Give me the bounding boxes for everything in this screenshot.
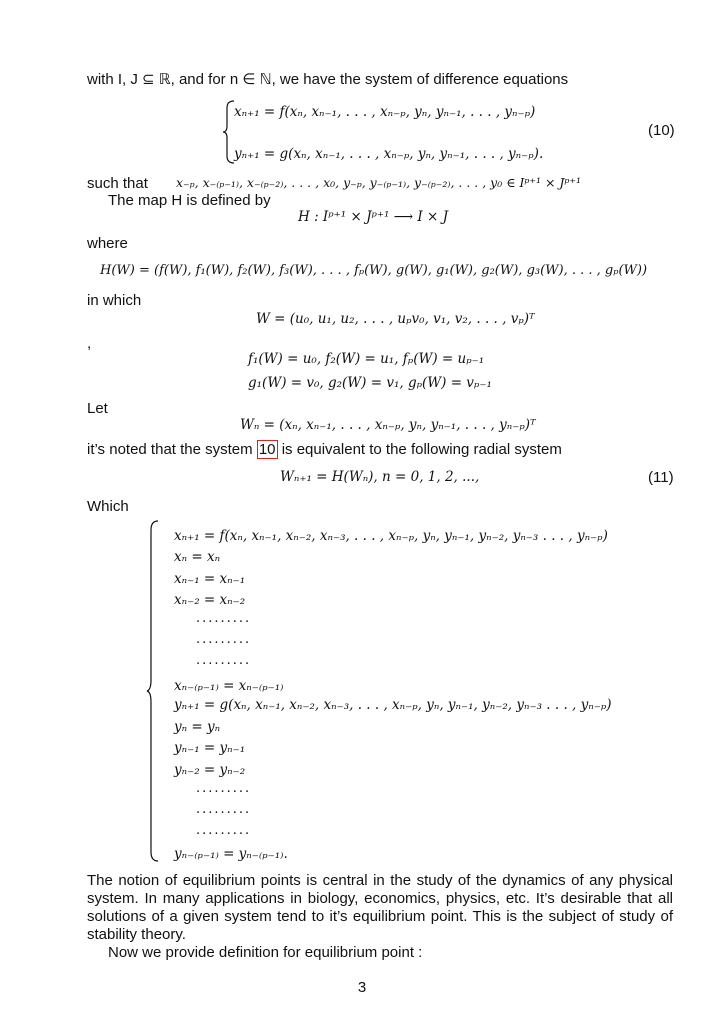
w-def-math: W = (u₀, u₁, u₂, . . . , uₚv₀, v₁, v₂, . . . , vₚ)ᵀ <box>256 311 535 327</box>
system-dots: ......... <box>196 781 252 796</box>
map-h-math: H : Iᵖ⁺¹ × Jᵖ⁺¹ ⟶ I × J <box>298 209 448 225</box>
definition-intro-text: Now we provide definition for equilibrium point : <box>108 944 423 961</box>
map-h-text: The map H is defined by <box>108 192 271 209</box>
let-text: Let <box>87 400 108 417</box>
intro-text: with I, J ⊆ ℝ, and for n ∈ ℕ, we have the system of difference equations <box>87 71 569 88</box>
eq10-line2: yₙ₊₁ = g(xₙ, xₙ₋₁, . . . , xₙ₋ₚ, yₙ, yₙ₋₁, . . . , yₙ₋ₚ). <box>234 146 544 162</box>
system-line: yₙ₊₁ = g(xₙ, xₙ₋₁, xₙ₋₂, xₙ₋₃, . . . , xₙ₋ₚ, yₙ, yₙ₋₁, yₙ₋₂, yₙ₋₃ . . . , yₙ₋ₚ) <box>174 697 612 713</box>
eq11-math: Wₙ₊₁ = H(Wₙ), n = 0, 1, 2, ..., <box>280 469 480 485</box>
equation-ref-link[interactable]: 10 <box>258 441 276 458</box>
page-number: 3 <box>357 979 367 996</box>
wn-def-math: Wₙ = (xₙ, xₙ₋₁, . . . , xₙ₋ₚ, yₙ, yₙ₋₁, . . . , yₙ₋ₚ)ᵀ <box>240 417 536 433</box>
equilibrium-paragraph: The notion of equilibrium points is central in the study of the dynamics of any physical system. In many applications in biology, economics, physics, etc. It’s desirable that all solutions of a given system tend to it’s equilibrium point. This is the subject of study of stability theory. <box>87 872 673 943</box>
system-line: xₙ = xₙ <box>174 549 221 565</box>
system-dots: ......... <box>196 653 252 668</box>
comma-text: , <box>87 335 92 352</box>
system-dots: ......... <box>196 823 252 838</box>
noted-text <box>87 440 562 459</box>
in-which-text: in which <box>87 292 142 309</box>
such-that-text: such that <box>87 175 148 192</box>
system-dots: ......... <box>196 611 252 626</box>
system-line: yₙ = yₙ <box>174 719 221 735</box>
noted-after: is equivalent to the following radial system <box>281 441 562 458</box>
noted-before: it’s noted that the system <box>87 441 253 458</box>
eq10-number: (10) <box>648 122 675 139</box>
system-line: yₙ₋₂ = yₙ₋₂ <box>174 762 246 778</box>
f-components-math: f₁(W) = u₀, f₂(W) = u₁, fₚ(W) = uₚ₋₁ <box>248 351 485 367</box>
eq11-number: (11) <box>648 469 674 486</box>
initial-values-math: x₋ₚ, x₋₍ₚ₋₁₎, x₋₍ₚ₋₂₎, . . . , x₀, y₋ₚ, y₋₍ₚ₋₁₎, y₋₍ₚ₋₂₎, . . . , y₀ ∈ Iᵖ⁺¹ × Jᵖ⁺¹ <box>176 175 582 190</box>
system-line: xₙ₋₍ₚ₋₁₎ = xₙ₋₍ₚ₋₁₎ <box>174 678 284 694</box>
system-dots: ......... <box>196 632 252 647</box>
where-text: where <box>87 235 128 252</box>
system-line: yₙ₋₁ = yₙ₋₁ <box>174 740 246 756</box>
system-brace <box>146 520 160 862</box>
system-line: yₙ₋₍ₚ₋₁₎ = yₙ₋₍ₚ₋₁₎. <box>174 846 288 862</box>
system-line: xₙ₋₁ = xₙ₋₁ <box>174 571 246 587</box>
system-line: xₙ₊₁ = f(xₙ, xₙ₋₁, xₙ₋₂, xₙ₋₃, . . . , xₙ₋ₚ, yₙ, yₙ₋₁, yₙ₋₂, yₙ₋₃ . . . , yₙ₋ₚ) <box>174 528 608 544</box>
which-text: Which <box>87 498 129 515</box>
eq10-line1: xₙ₊₁ = f(xₙ, xₙ₋₁, . . . , xₙ₋ₚ, yₙ, yₙ₋₁, . . . , yₙ₋ₚ) <box>234 104 536 120</box>
h-of-w-math: H(W) = (f(W), f₁(W), f₂(W), f₃(W), . . . , fₚ(W), g(W), g₁(W), g₂(W), g₃(W), . . . , gₚ(W)) <box>100 263 648 278</box>
system-dots: ......... <box>196 802 252 817</box>
system-line: xₙ₋₂ = xₙ₋₂ <box>174 592 246 608</box>
g-components-math: g₁(W) = v₀, g₂(W) = v₁, gₚ(W) = vₚ₋₁ <box>248 375 492 391</box>
